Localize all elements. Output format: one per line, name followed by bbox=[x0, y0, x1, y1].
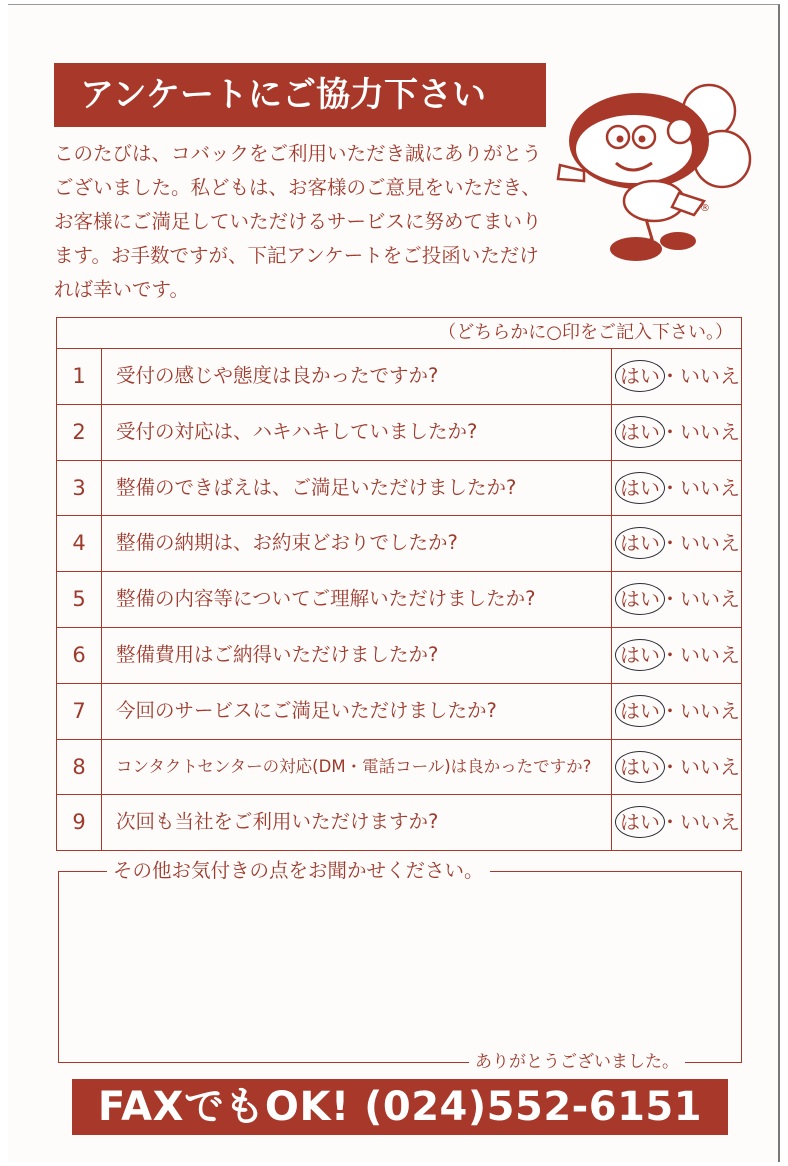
answer-options: はい・いいえ bbox=[620, 531, 740, 556]
answer-choice[interactable] bbox=[611, 795, 741, 850]
table-row bbox=[57, 405, 741, 461]
handwritten-circle-mark bbox=[615, 751, 665, 783]
question-number: 3 bbox=[57, 461, 102, 516]
handwritten-circle-mark bbox=[615, 360, 665, 392]
survey-card bbox=[8, 4, 780, 1162]
answer-options: はい・いいえ bbox=[620, 587, 740, 612]
table-row bbox=[57, 684, 741, 740]
table-row bbox=[57, 349, 741, 405]
answer-choice[interactable] bbox=[611, 740, 741, 795]
answer-options: はい・いいえ bbox=[620, 364, 740, 388]
answer-choice[interactable] bbox=[611, 349, 741, 404]
question-number: 2 bbox=[57, 405, 102, 460]
answer-options: はい・いいえ bbox=[620, 810, 740, 835]
thanks-text: ありがとうございました。 bbox=[469, 1048, 685, 1076]
table-row bbox=[57, 740, 741, 796]
handwritten-circle-mark bbox=[615, 695, 665, 727]
question-text: 整備のできばえは、ご満足いただけましたか? bbox=[116, 475, 517, 499]
question-number: 9 bbox=[57, 795, 102, 850]
question-text: 整備費用はご納得いただけましたか? bbox=[116, 642, 439, 666]
question-number: 6 bbox=[57, 628, 102, 683]
answer-choice[interactable] bbox=[611, 628, 741, 683]
question-text: 整備の内容等についてご理解いただけましたか? bbox=[116, 587, 536, 611]
answer-options: はい・いいえ bbox=[620, 419, 740, 444]
question-text: コンタクトセンターの対応(DM・電話コール)は良かったですか? bbox=[116, 756, 592, 776]
intro-text: このたびは、コバックをご利用いただき誠にありがとうございました。私どもは、お客様のご意見をいただき、お客様にご満足していただけるサービスに努めてまいります。お手数ですが、下記アンケートをご投函いただければ幸いです。 bbox=[54, 142, 542, 301]
question-text: 受付の感じや態度は良かったですか? bbox=[116, 364, 439, 387]
table-instruction: （どちらかに○印をご記入下さい。） bbox=[57, 318, 741, 349]
table-row bbox=[57, 516, 741, 572]
table-row bbox=[57, 795, 741, 850]
question-number: 5 bbox=[57, 572, 102, 627]
answer-choice[interactable] bbox=[611, 405, 741, 460]
mascot-illustration bbox=[554, 81, 764, 271]
registered-mark: ® bbox=[700, 203, 710, 214]
answer-options: はい・いいえ bbox=[620, 754, 740, 779]
table-row bbox=[57, 628, 741, 684]
answer-options: はい・いいえ bbox=[620, 475, 740, 500]
handwritten-circle-mark bbox=[615, 639, 665, 671]
fax-banner: FAXでもOK! (024)552-6151 bbox=[72, 1079, 728, 1135]
table-row bbox=[57, 572, 741, 628]
handwritten-circle-mark bbox=[615, 472, 665, 504]
answer-options: はい・いいえ bbox=[620, 698, 740, 723]
answer-choice[interactable] bbox=[611, 461, 741, 516]
question-text: 今回のサービスにご満足いただけましたか? bbox=[116, 698, 497, 722]
question-text: 次回も当社をご利用いただけますか? bbox=[116, 810, 439, 834]
answer-choice[interactable] bbox=[611, 516, 741, 571]
survey-title: アンケートにご協力下さい bbox=[54, 63, 546, 127]
question-number: 4 bbox=[57, 516, 102, 571]
handwritten-circle-mark bbox=[615, 583, 665, 615]
question-number: 8 bbox=[57, 740, 102, 795]
handwritten-circle-mark bbox=[615, 416, 665, 448]
comment-box[interactable] bbox=[58, 859, 742, 1072]
answer-choice[interactable] bbox=[611, 572, 741, 627]
table-row bbox=[57, 461, 741, 517]
survey-table bbox=[56, 317, 742, 851]
answer-options: はい・いいえ bbox=[620, 642, 740, 667]
answer-choice[interactable] bbox=[611, 684, 741, 739]
comment-prompt: その他お気付きの点をお聞かせください。 bbox=[107, 857, 490, 885]
question-number: 7 bbox=[57, 684, 102, 739]
question-number: 1 bbox=[57, 349, 102, 404]
question-text: 整備の納期は、お約束どおりでしたか? bbox=[116, 531, 458, 555]
question-text: 受付の対応は、ハキハキしていましたか? bbox=[116, 419, 478, 443]
